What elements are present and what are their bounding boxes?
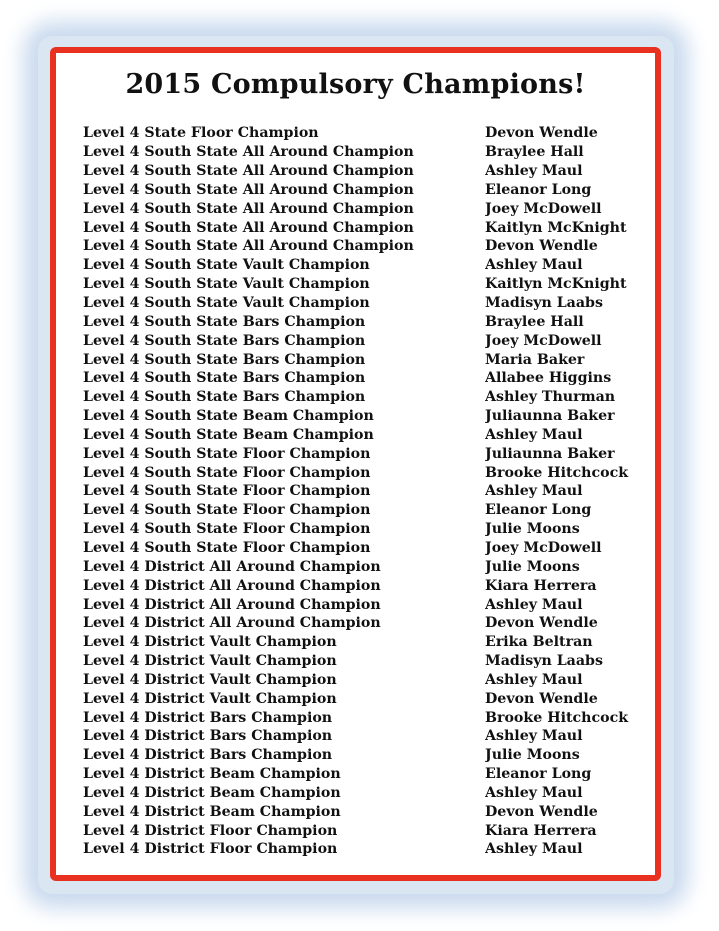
champion-name: Ashley Maul (485, 784, 583, 801)
award-title: Level 4 South State All Around Champion (83, 200, 414, 217)
champion-name: Ashley Thurman (485, 389, 616, 406)
champion-row (83, 501, 643, 520)
champion-name: Erika Beltran (485, 634, 593, 651)
award-title: Level 4 South State Floor Champion (83, 445, 371, 462)
award-title: Level 4 South State Bars Champion (83, 313, 366, 330)
award-title: Level 4 District Floor Champion (83, 822, 338, 839)
champion-name: Kaitlyn McKnight (485, 276, 627, 293)
champion-row (83, 765, 643, 784)
champion-row (83, 614, 643, 633)
champion-row (83, 539, 643, 558)
champion-name: Juliaunna Baker (485, 445, 615, 462)
champion-name: Juliaunna Baker (485, 408, 615, 425)
champion-row (83, 784, 643, 803)
champions-card (50, 47, 661, 881)
champion-name: Ashley Maul (485, 596, 583, 613)
champion-row (83, 840, 643, 859)
award-title: Level 4 South State Vault Champion (83, 295, 370, 312)
award-title: Level 4 South State All Around Champion (83, 163, 414, 180)
champion-name: Devon Wendle (485, 615, 598, 632)
award-title: Level 4 District All Around Champion (83, 558, 381, 575)
champion-name: Joey McDowell (485, 200, 602, 217)
champion-name: Maria Baker (485, 351, 585, 368)
award-title: Level 4 South State Bars Champion (83, 389, 366, 406)
champion-name: Devon Wendle (485, 238, 598, 255)
award-title: Level 4 District All Around Champion (83, 615, 381, 632)
award-title: Level 4 South State Bars Champion (83, 351, 366, 368)
champion-row (83, 350, 643, 369)
champion-name: Madisyn Laabs (485, 295, 603, 312)
award-title: Level 4 District All Around Champion (83, 577, 381, 594)
champion-row (83, 218, 643, 237)
award-title: Level 4 South State All Around Champion (83, 219, 414, 236)
champion-row (83, 181, 643, 200)
champion-name: Kiara Herrera (485, 577, 597, 594)
award-title: Level 4 South State Vault Champion (83, 276, 370, 293)
champion-name: Ashley Maul (485, 671, 583, 688)
champion-row (83, 463, 643, 482)
award-title: Level 4 District Vault Champion (83, 690, 337, 707)
champion-row (83, 143, 643, 162)
champion-name: Eleanor Long (485, 502, 592, 519)
champion-row (83, 294, 643, 313)
champion-name: Brooke Hitchcock (485, 464, 629, 481)
award-title: Level 4 District Beam Champion (83, 766, 341, 783)
award-title: Level 4 South State Floor Champion (83, 539, 371, 556)
champion-name: Madisyn Laabs (485, 653, 603, 670)
champion-name: Devon Wendle (485, 803, 598, 820)
champion-row (83, 256, 643, 275)
award-title: Level 4 South State Floor Champion (83, 521, 371, 538)
champion-name: Braylee Hall (485, 313, 584, 330)
champion-row (83, 708, 643, 727)
champion-row (83, 802, 643, 821)
champion-row (83, 407, 643, 426)
champion-name: Brooke Hitchcock (485, 709, 629, 726)
champion-row (83, 576, 643, 595)
champion-row (83, 557, 643, 576)
award-title: Level 4 District Vault Champion (83, 634, 337, 651)
award-title: Level 4 South State Beam Champion (83, 426, 374, 443)
champion-row (83, 727, 643, 746)
champion-row (83, 520, 643, 539)
page-title: 2015 Compulsory Champions! (125, 69, 586, 100)
champion-name: Kaitlyn McKnight (485, 219, 627, 236)
champion-row (83, 444, 643, 463)
award-title: Level 4 South State All Around Champion (83, 238, 414, 255)
award-title: Level 4 District All Around Champion (83, 596, 381, 613)
award-title: Level 4 South State Bars Champion (83, 370, 366, 387)
award-title: Level 4 District Bars Champion (83, 709, 333, 726)
award-title: Level 4 South State Beam Champion (83, 408, 374, 425)
champion-row (83, 746, 643, 765)
award-title: Level 4 State Floor Champion (83, 125, 319, 142)
champion-name: Devon Wendle (485, 690, 598, 707)
champion-name: Allabee Higgins (485, 370, 612, 387)
champion-name: Julie Moons (485, 558, 580, 575)
champion-name: Devon Wendle (485, 125, 598, 142)
award-title: Level 4 District Vault Champion (83, 671, 337, 688)
champion-row (83, 482, 643, 501)
champion-row (83, 670, 643, 689)
award-title: Level 4 District Vault Champion (83, 653, 337, 670)
champion-row (83, 237, 643, 256)
champion-row (83, 633, 643, 652)
champion-name: Ashley Maul (485, 483, 583, 500)
champion-name: Kiara Herrera (485, 822, 597, 839)
champion-name: Ashley Maul (485, 257, 583, 274)
award-title: Level 4 South State Floor Champion (83, 502, 371, 519)
champion-row (83, 388, 643, 407)
champion-row (83, 652, 643, 671)
champion-row (83, 369, 643, 388)
champion-row (83, 162, 643, 181)
award-title: Level 4 South State Floor Champion (83, 483, 371, 500)
award-title: Level 4 South State Vault Champion (83, 257, 370, 274)
champion-name: Ashley Maul (485, 426, 583, 443)
champion-name: Eleanor Long (485, 181, 592, 198)
award-title: Level 4 District Beam Champion (83, 784, 341, 801)
champion-name: Julie Moons (485, 521, 580, 538)
champion-row (83, 331, 643, 350)
award-title: Level 4 South State All Around Champion (83, 181, 414, 198)
award-title: Level 4 District Floor Champion (83, 841, 338, 858)
award-title: Level 4 District Bars Champion (83, 728, 333, 745)
champion-name: Joey McDowell (485, 539, 602, 556)
champion-row (83, 312, 643, 331)
award-title: Level 4 South State Bars Champion (83, 332, 366, 349)
award-title: Level 4 District Beam Champion (83, 803, 341, 820)
champion-row (83, 124, 643, 143)
champion-name: Joey McDowell (485, 332, 602, 349)
champion-row (83, 689, 643, 708)
award-title: Level 4 District Bars Champion (83, 747, 333, 764)
champion-name: Julie Moons (485, 747, 580, 764)
champion-row (83, 199, 643, 218)
champions-list (83, 124, 643, 859)
champion-name: Eleanor Long (485, 766, 592, 783)
champion-name: Ashley Maul (485, 163, 583, 180)
award-title: Level 4 South State Floor Champion (83, 464, 371, 481)
champion-name: Ashley Maul (485, 841, 583, 858)
champion-row (83, 821, 643, 840)
champion-name: Ashley Maul (485, 728, 583, 745)
champion-name: Braylee Hall (485, 144, 584, 161)
award-title: Level 4 South State All Around Champion (83, 144, 414, 161)
champion-row (83, 275, 643, 294)
champion-row (83, 595, 643, 614)
champion-row (83, 426, 643, 445)
